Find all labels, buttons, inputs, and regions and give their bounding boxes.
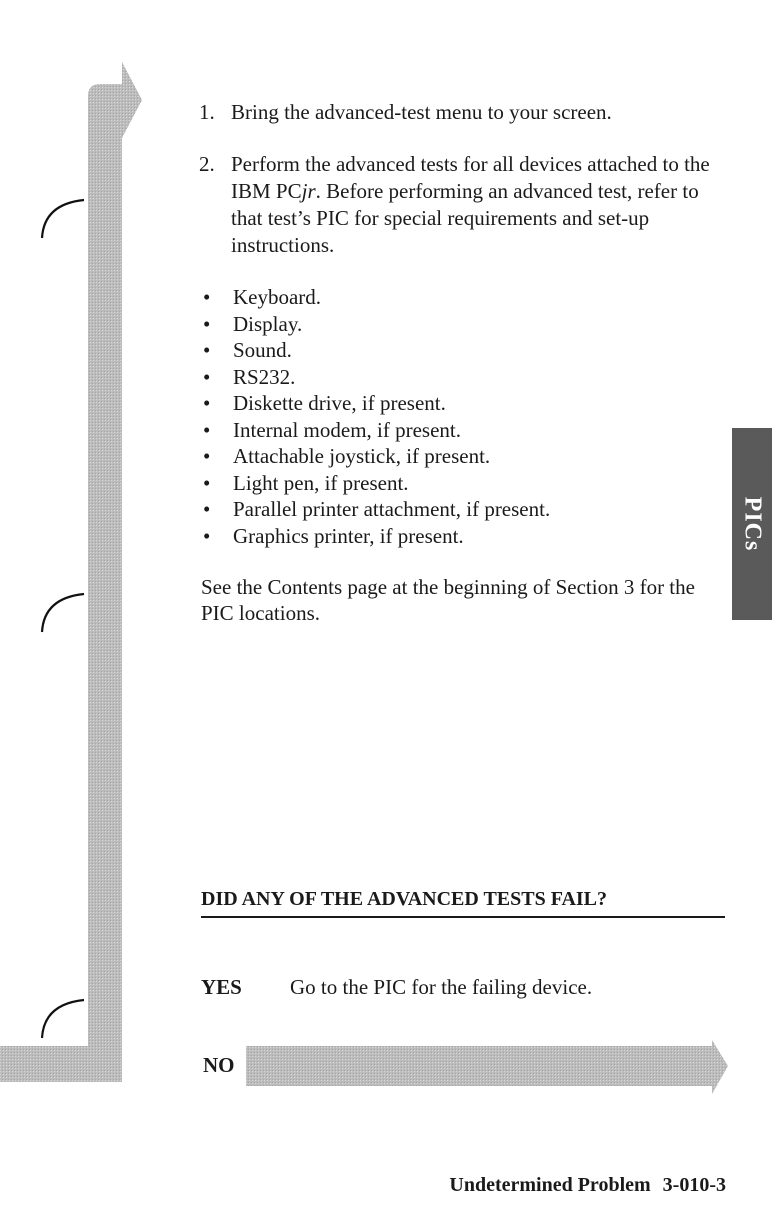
bullet-icon: • xyxy=(203,417,211,442)
list-item: • Diskette drive, if present. xyxy=(203,391,446,415)
list-item: • Parallel printer attachment, if present. xyxy=(203,497,551,521)
binder-hole-bottom xyxy=(26,986,96,1046)
bullet-icon: • xyxy=(203,470,211,495)
entry-arrow xyxy=(88,62,142,1082)
list-item: • RS232. xyxy=(203,364,296,389)
contents-note: See the Contents page at the beginning of Section 3 for the PIC locations. xyxy=(201,575,695,625)
list-item: • Attachable joystick, if present. xyxy=(203,444,491,468)
list-item: • Display. xyxy=(203,311,303,336)
bullet-icon: • xyxy=(203,444,211,468)
bullet-icon: • xyxy=(203,285,211,309)
bullet-icon: • xyxy=(203,497,211,521)
question-heading: DID ANY OF THE ADVANCED TESTS FAIL? xyxy=(201,886,725,918)
bullet-icon: • xyxy=(203,311,211,336)
step-text: Perform the advanced tests for all devices attached to the IBM PCjr. Before performing an advanced test, refer to that test’s PIC for special requirements and set-up instructions. xyxy=(231,152,710,257)
list-item: • Internal modem, if present. xyxy=(203,417,462,442)
bullet-icon: • xyxy=(203,364,211,389)
list-item: • Graphics printer, if present. xyxy=(203,523,464,548)
page-footer xyxy=(449,1174,726,1197)
step-text: Bring the advanced-test menu to your screen. xyxy=(231,100,612,124)
bullet-icon: • xyxy=(203,391,211,415)
list-item: • Sound. xyxy=(203,338,292,362)
list-item: • Light pen, if present. xyxy=(203,470,409,495)
section-tab xyxy=(732,428,772,620)
bullet-icon: • xyxy=(203,523,211,548)
yes-instruction: Go to the PIC for the failing device. xyxy=(290,975,593,999)
no-label: NO xyxy=(203,1053,235,1077)
no-flow-arrow xyxy=(0,1040,728,1094)
binder-hole-top xyxy=(26,186,96,246)
section-tab-label: PICs xyxy=(739,496,766,552)
binder-hole-middle xyxy=(26,580,96,640)
footer-title: Undetermined Problem xyxy=(449,1174,651,1196)
bullet-icon: • xyxy=(203,338,211,362)
list-item: • Keyboard. xyxy=(203,285,322,309)
step-number: 1. xyxy=(199,100,215,124)
page-number: 3-010-3 xyxy=(662,1174,726,1196)
device-list xyxy=(201,284,550,549)
step-number: 2. xyxy=(199,152,215,176)
yes-label: YES xyxy=(201,975,242,999)
